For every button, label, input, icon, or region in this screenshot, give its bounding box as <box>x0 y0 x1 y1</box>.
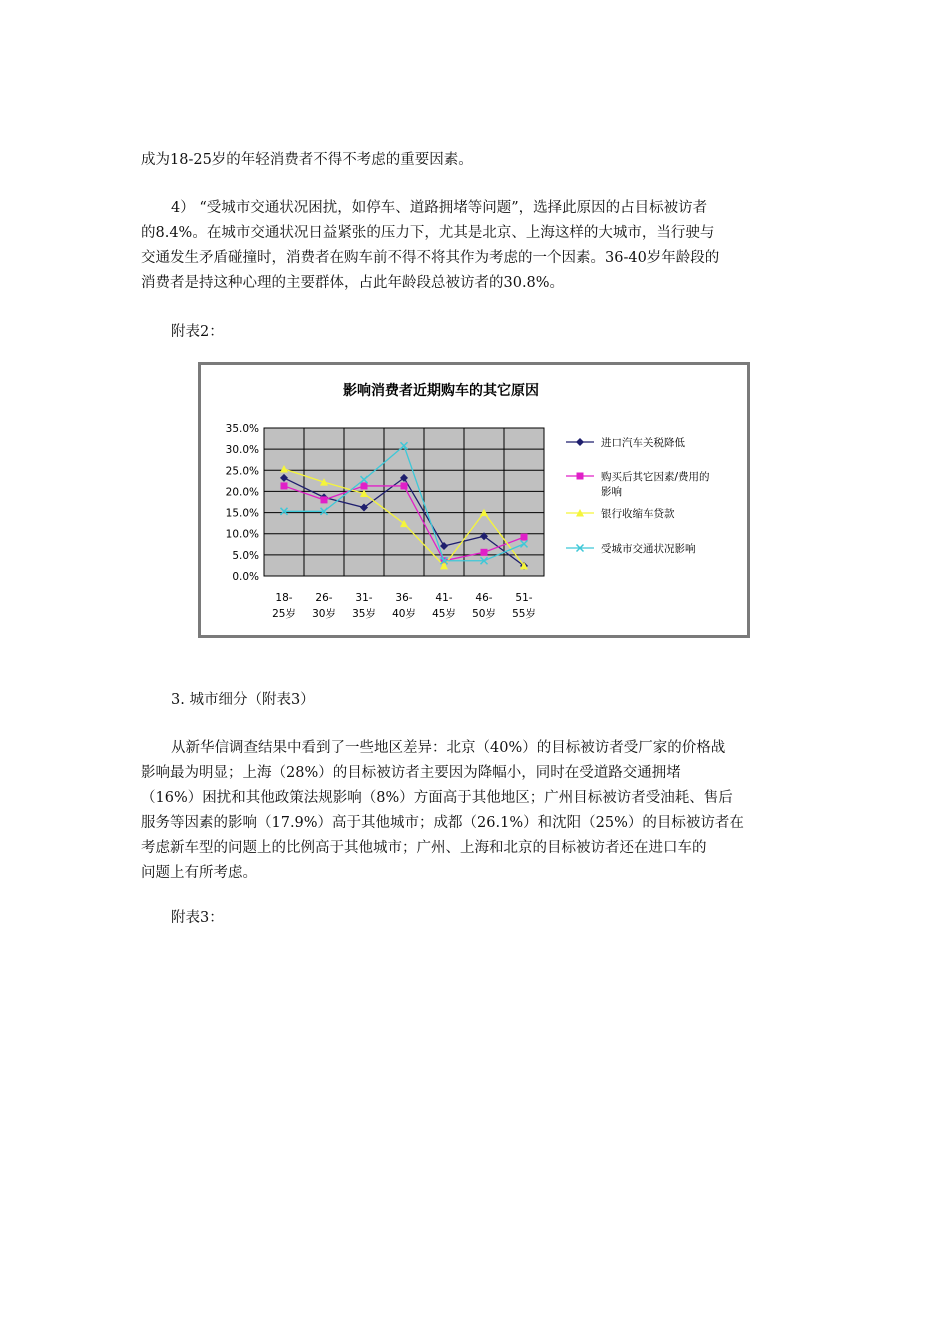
text-line: 考虑新车型的问题上的比例高于其他城市；广州、上海和北京的目标被访者还在进口车的 <box>141 840 707 856</box>
y-tick-label: 35.0% <box>225 423 259 435</box>
x-tick-label: 18- <box>275 592 293 604</box>
line-chart <box>201 365 747 635</box>
y-tick-label: 15.0% <box>225 507 259 520</box>
chart-title: 影响消费者近期购车的其它原因 <box>343 383 539 399</box>
x-tick-label: 30岁 <box>312 608 336 620</box>
paragraph-3 <box>141 736 813 886</box>
label-text: 附表2： <box>171 324 224 340</box>
x-tick-label: 50岁 <box>472 608 496 620</box>
data-point-marker <box>321 496 328 503</box>
x-tick-label: 40岁 <box>392 608 416 620</box>
section-3-heading <box>141 688 813 713</box>
paragraph-2 <box>141 196 813 296</box>
y-tick-label: 25.0% <box>225 465 259 478</box>
x-tick-label: 36- <box>395 592 413 604</box>
data-point-marker <box>521 534 528 541</box>
text-line: 成为18-25岁的年轻消费者不得不考虑的重要因素。 <box>141 152 473 168</box>
legend-label: 受城市交通状况影响 <box>601 543 696 555</box>
legend-label: 进口汽车关税降低 <box>601 437 685 449</box>
legend-label: 影响 <box>601 486 622 498</box>
appendix-2-label <box>141 320 813 345</box>
paragraph-1 <box>141 148 813 173</box>
x-tick-label: 46- <box>475 592 493 604</box>
x-tick-label: 31- <box>355 592 373 604</box>
appendix-3-label <box>141 906 813 931</box>
text-line: 的8.4%。在城市交通状况日益紧张的压力下，尤其是北京、上海这样的大城市，当行驶与 <box>141 225 715 241</box>
text-line: 消费者是持这种心理的主要群体，占此年龄段总被访者的30.8%。 <box>141 275 565 291</box>
x-tick-label: 25岁 <box>272 608 296 620</box>
y-tick-label: 20.0% <box>225 486 259 499</box>
y-tick-label: 5.0% <box>232 549 259 562</box>
data-point-marker <box>361 482 368 489</box>
data-point-marker <box>281 482 288 489</box>
text-line: 问题上有所考虑。 <box>141 865 257 881</box>
x-tick-label: 26- <box>315 592 333 604</box>
label-text: 附表3： <box>171 910 224 926</box>
y-tick-label: 30.0% <box>225 444 259 457</box>
y-tick-label: 0.0% <box>232 571 259 583</box>
text-line: 服务等因素的影响（17.9%）高于其他城市；成都（26.1%）和沈阳（25%）的目标被访者在 <box>141 815 744 831</box>
x-tick-label: 35岁 <box>352 608 376 620</box>
chart-frame <box>198 362 750 638</box>
legend-marker <box>577 473 584 480</box>
x-tick-label: 41- <box>435 592 453 604</box>
legend-marker <box>576 438 584 446</box>
data-point-marker <box>401 482 408 489</box>
x-tick-label: 45岁 <box>432 608 456 620</box>
legend-label: 购买后其它因素/费用的 <box>601 471 710 483</box>
legend-label: 银行收缩车贷款 <box>601 508 675 520</box>
text-line: 交通发生矛盾碰撞时，消费者在购车前不得不将其作为考虑的一个因素。36-40岁年龄段的 <box>141 250 720 266</box>
heading-text: 3. 城市细分（附表3） <box>171 692 315 708</box>
text-line: 4） “受城市交通状况困扰，如停车、道路拥堵等问题”，选择此原因的占目标被访者 <box>171 200 708 216</box>
y-tick-label: 10.0% <box>225 528 259 541</box>
text-line: 从新华信调查结果中看到了一些地区差异：北京（40%）的目标被访者受厂家的价格战 <box>171 740 726 756</box>
data-point-marker <box>481 549 488 556</box>
text-line: 影响最为明显；上海（28%）的目标被访者主要因为降幅小，同时在受道路交通拥堵 <box>141 765 681 781</box>
x-tick-label: 55岁 <box>512 608 536 620</box>
x-tick-label: 51- <box>515 592 533 604</box>
text-line: （16%）困扰和其他政策法规影响（8%）方面高于其他地区；广州目标被访者受油耗、售后 <box>141 790 733 806</box>
